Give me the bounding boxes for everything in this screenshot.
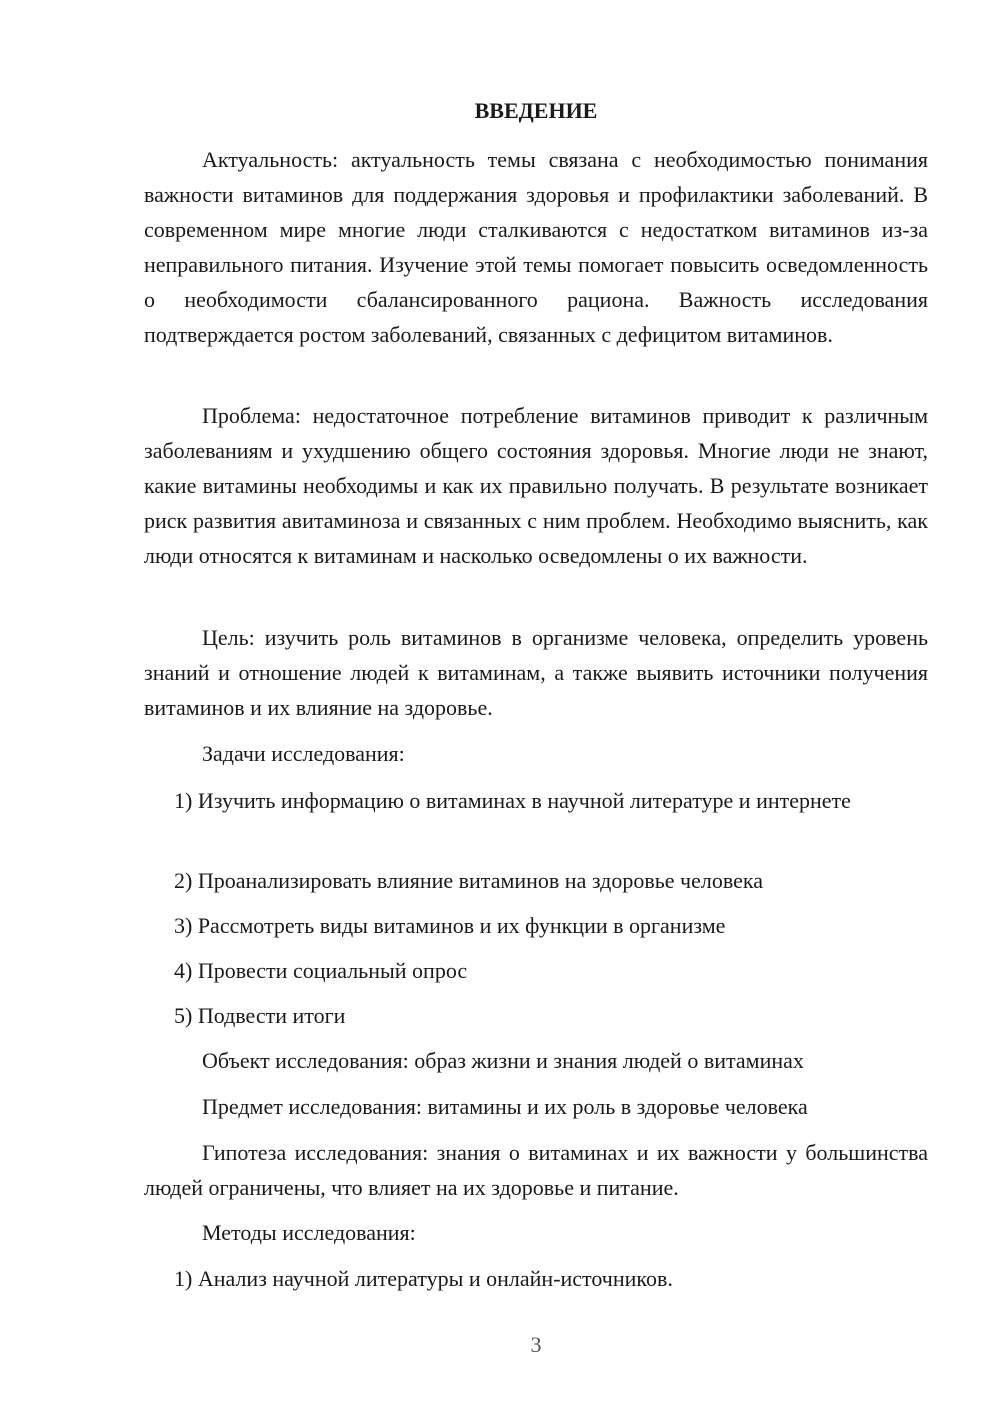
subject-paragraph: Предмет исследования: витамины и их роль в здоровье человека (202, 1094, 808, 1119)
tasks-heading: Задачи исследования: (202, 741, 405, 766)
page-number: 3 (530, 1332, 542, 1357)
hypothesis-paragraph: Гипотеза исследования: знания о витаминах и их важности у большинства людей ограничены, что влияет на их здоровье и питание. (144, 1140, 928, 1200)
task-item: 5) Подвести итоги (174, 1003, 346, 1028)
method-item: 1) Анализ научной литературы и онлайн-источников. (174, 1266, 673, 1291)
methods-heading: Методы исследования: (202, 1220, 416, 1245)
task-item: 4) Провести социальный опрос (174, 958, 468, 983)
task-item: 1) Изучить информацию о витаминах в научной литературе и интернете (174, 788, 851, 813)
problem-paragraph: Проблема: недостаточное потребление витаминов приводит к различным заболеваниям и ухудшению общего состояния здоровья. Многие люди не знают, какие витамины необходимы и как их правильно получать. В результате возникает риск развития авитаминоза и связанных с ним проблем. Необходимо выяснить, как люди относятся к витаминам и насколько осведомлены о их важности. (144, 403, 928, 568)
relevance-paragraph: Актуальность: актуальность темы связана с необходимостью понимания важности витаминов для поддержания здоровья и профилактики заболеваний. В современном мире многие люди сталкиваются с недостатком витаминов из-за неправильного питания. Изучение этой темы помогает повысить осведомленность о необходимости сбалансированного рациона. Важность исследования подтверждается ростом заболеваний, связанных с дефицитом витаминов. (144, 147, 928, 347)
task-item: 2) Проанализировать влияние витаминов на здоровье человека (174, 868, 763, 893)
task-item: 3) Рассмотреть виды витаминов и их функции в организме (174, 913, 726, 938)
goal-paragraph: Цель: изучить роль витаминов в организме человека, определить уровень знаний и отношение людей к витаминам, а также выявить источники получения витаминов и их влияние на здоровье. (144, 625, 928, 720)
page-title: ВВЕДЕНИЕ (474, 98, 598, 123)
object-paragraph: Объект исследования: образ жизни и знания людей о витаминах (202, 1048, 804, 1073)
